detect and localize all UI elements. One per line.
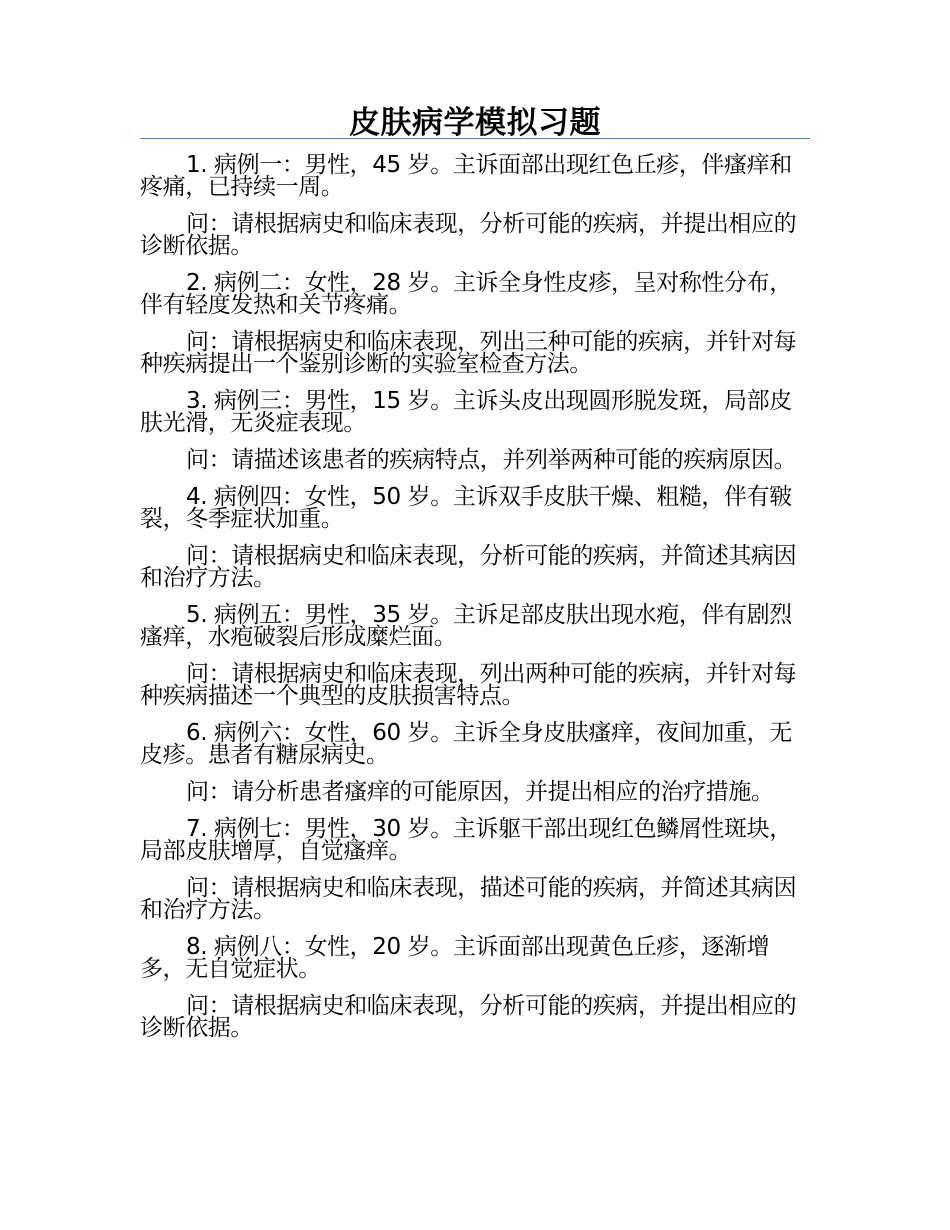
- case-1-question: 问：请根据病史和临床表现，分析可能的疾病，并提出相应的诊断依据。: [140, 211, 797, 259]
- case-2-description: 2. 病例二：女性，28 岁。主诉全身性皮疹，呈对称性分布，伴有轻度发热和关节疼痛。: [140, 270, 792, 318]
- case-4-description: 4. 病例四：女性，50 岁。主诉双手皮肤干燥、粗糙，伴有皲裂，冬季症状加重。: [140, 484, 792, 532]
- case-8-question: 问：请根据病史和临床表现，分析可能的疾病，并提出相应的诊断依据。: [140, 993, 797, 1041]
- case-7-description: 7. 病例七：男性，30 岁。主诉躯干部出现红色鳞屑性斑块，局部皮肤增厚，自觉瘙痒。: [140, 816, 792, 864]
- case-6-description: 6. 病例六：女性，60 岁。主诉全身皮肤瘙痒，夜间加重，无皮疹。患者有糖尿病史。: [140, 720, 792, 768]
- case-2-question: 问：请根据病史和临床表现，列出三种可能的疾病，并针对每种疾病提出一个鉴别诊断的实验室检查方法。: [140, 329, 797, 377]
- document-body: [140, 154, 810, 1054]
- case-3-question: 问：请描述该患者的疾病特点，并列举两种可能的疾病原因。: [186, 447, 797, 473]
- case-5-question: 问：请根据病史和临床表现，列出两种可能的疾病，并针对每种疾病描述一个典型的皮肤损害特点。: [140, 661, 797, 709]
- case-7-question: 问：请根据病史和临床表现，描述可能的疾病，并简述其病因和治疗方法。: [140, 875, 797, 923]
- document-title: 皮肤病学模拟习题: [349, 105, 601, 141]
- title-underline: [140, 138, 810, 139]
- case-4-question: 问：请根据病史和临床表现，分析可能的疾病，并简述其病因和治疗方法。: [140, 543, 797, 591]
- case-8-description: 8. 病例八：女性，20 岁。主诉面部出现黄色丘疹，逐渐增多，无自觉症状。: [140, 934, 770, 982]
- case-3-description: 3. 病例三：男性，15 岁。主诉头皮出现圆形脱发斑，局部皮肤光滑，无炎症表现。: [140, 388, 792, 436]
- case-1-description: 1. 病例一：男性，45 岁。主诉面部出现红色丘疹，伴瘙痒和疼痛，已持续一周。: [140, 152, 792, 200]
- case-5-description: 5. 病例五：男性，35 岁。主诉足部皮肤出现水疱，伴有剧烈瘙痒，水疱破裂后形成糜烂面。: [140, 602, 792, 650]
- case-6-question: 问：请分析患者瘙痒的可能原因，并提出相应的治疗措施。: [186, 779, 774, 805]
